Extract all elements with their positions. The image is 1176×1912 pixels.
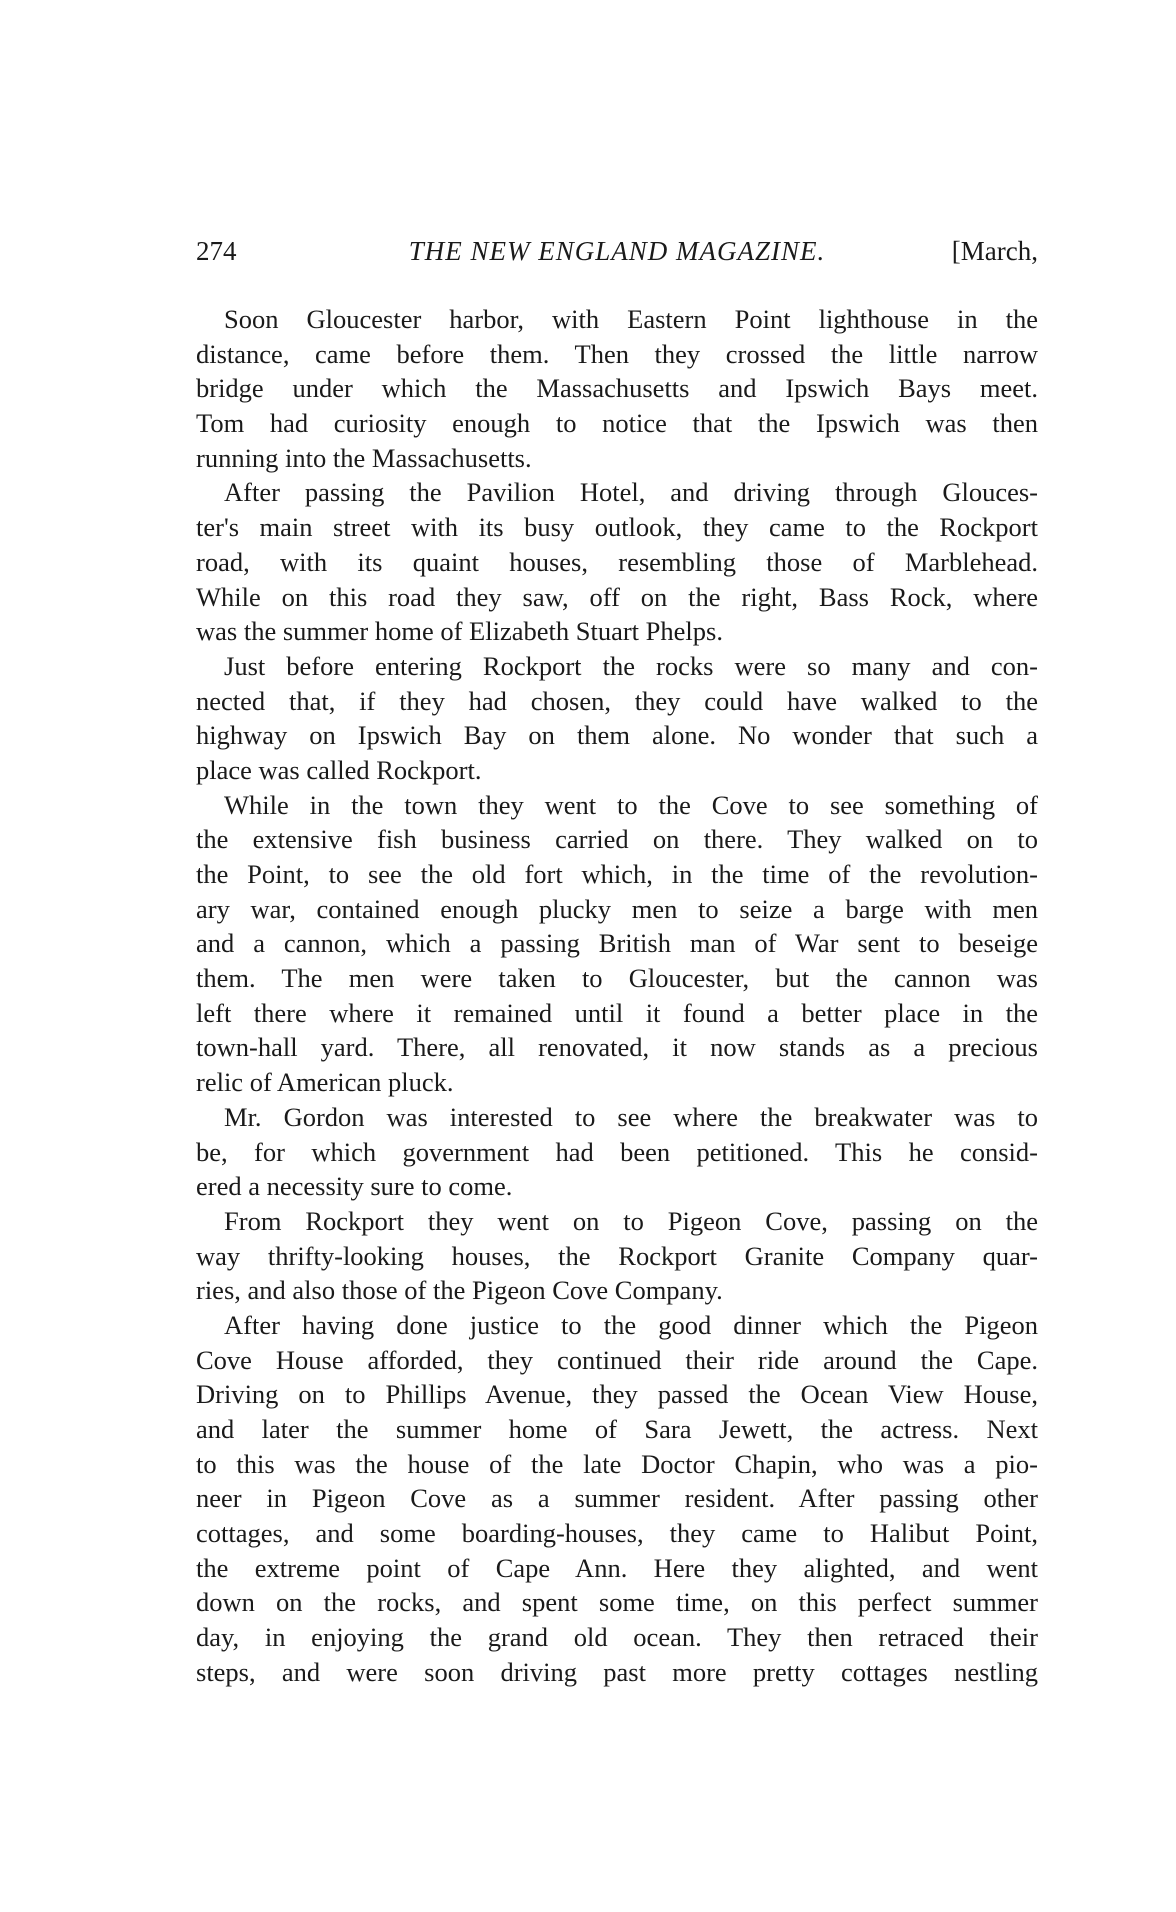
paragraph xyxy=(196,475,1038,648)
text-line: cottages, and some boarding-houses, they came to Halibut Point, xyxy=(196,1518,1038,1549)
text-line: left there where it remained until it found a better place in the xyxy=(196,997,1038,1028)
text-line: Just before entering Rockport the rocks were so many and con- xyxy=(224,650,1038,681)
issue-month: [March, xyxy=(951,236,1038,266)
text-line: ary war, contained enough plucky men to seize a barge with men xyxy=(196,893,1038,924)
text-line: day, in enjoying the grand old ocean. They then retraced their xyxy=(196,1622,1038,1653)
text-line: distance, came before them. Then they crossed the little narrow xyxy=(196,338,1038,369)
text-line: way thrifty-looking houses, the Rockport Granite Company quar- xyxy=(196,1240,1038,1271)
text-line: Tom had curiosity enough to notice that the Ipswich was then xyxy=(196,408,1038,439)
page-number: 274 xyxy=(196,236,237,266)
text-line: Cove House afforded, they continued their ride around the Cape. xyxy=(196,1344,1038,1375)
text-line: highway on Ipswich Bay on them alone. No wonder that such a xyxy=(196,720,1038,751)
text-line: them. The men were taken to Gloucester, but the cannon was xyxy=(196,963,1038,994)
text-line: Driving on to Phillips Avenue, they passed the Ocean View House, xyxy=(196,1379,1038,1410)
text-line: ries, and also those of the Pigeon Cove Company. xyxy=(196,1275,723,1306)
text-line: the extensive fish business carried on there. They walked on to xyxy=(196,824,1038,855)
text-line: From Rockport they went on to Pigeon Cove, passing on the xyxy=(224,1205,1038,1236)
text-line: be, for which government had been petitioned. This he consid- xyxy=(196,1136,1038,1167)
text-line: neer in Pigeon Cove as a summer resident. After passing other xyxy=(196,1483,1038,1514)
text-line: ter's main street with its busy outlook, they came to the Rockport xyxy=(196,512,1038,543)
text-line: relic of American pluck. xyxy=(196,1067,454,1098)
text-line: running into the Massachusetts. xyxy=(196,442,532,473)
text-line: After having done justice to the good dinner which the Pigeon xyxy=(224,1309,1038,1340)
text-line: town-hall yard. There, all renovated, it now stands as a precious xyxy=(196,1032,1038,1063)
text-line: road, with its quaint houses, resembling those of Marblehead. xyxy=(196,546,1038,577)
text-line: to this was the house of the late Doctor Chapin, who was a pio- xyxy=(196,1448,1038,1479)
article-body xyxy=(196,302,1038,1690)
paragraph xyxy=(196,649,1038,788)
paragraph xyxy=(196,1204,1038,1308)
text-line: down on the rocks, and spent some time, on this perfect summer xyxy=(196,1587,1038,1618)
paragraph xyxy=(196,1308,1038,1690)
text-line: While in the town they went to the Cove to see something of xyxy=(224,789,1038,820)
paragraph xyxy=(196,788,1038,1100)
paragraph xyxy=(196,1100,1038,1204)
text-line: was the summer home of Elizabeth Stuart Phelps. xyxy=(196,616,723,647)
text-line: place was called Rockport. xyxy=(196,754,482,785)
text-line: ered a necessity sure to come. xyxy=(196,1171,513,1202)
text-line: the Point, to see the old fort which, in the time of the revolution- xyxy=(196,859,1038,889)
text-line: nected that, if they had chosen, they could have walked to the xyxy=(196,685,1038,716)
text-line: bridge under which the Massachusetts and Ipswich Bays meet. xyxy=(196,373,1038,404)
text-line: the extreme point of Cape Ann. Here they alighted, and went xyxy=(196,1552,1038,1583)
paragraph xyxy=(196,302,1038,475)
text-line: Mr. Gordon was interested to see where the breakwater was to xyxy=(224,1101,1038,1132)
running-header xyxy=(196,236,1038,272)
text-line: While on this road they saw, off on the right, Bass Rock, where xyxy=(196,581,1038,612)
text-line: and a cannon, which a passing British man of War sent to beseige xyxy=(196,928,1038,959)
text-line: After passing the Pavilion Hotel, and driving through Glouces- xyxy=(224,477,1038,508)
text-line: Soon Gloucester harbor, with Eastern Point lighthouse in the xyxy=(224,304,1038,334)
text-line: and later the summer home of Sara Jewett, the actress. Next xyxy=(196,1414,1038,1444)
magazine-title: THE NEW ENGLAND MAGAZINE. xyxy=(408,236,826,266)
text-line: steps, and were soon driving past more pretty cottages nestling xyxy=(196,1656,1038,1687)
